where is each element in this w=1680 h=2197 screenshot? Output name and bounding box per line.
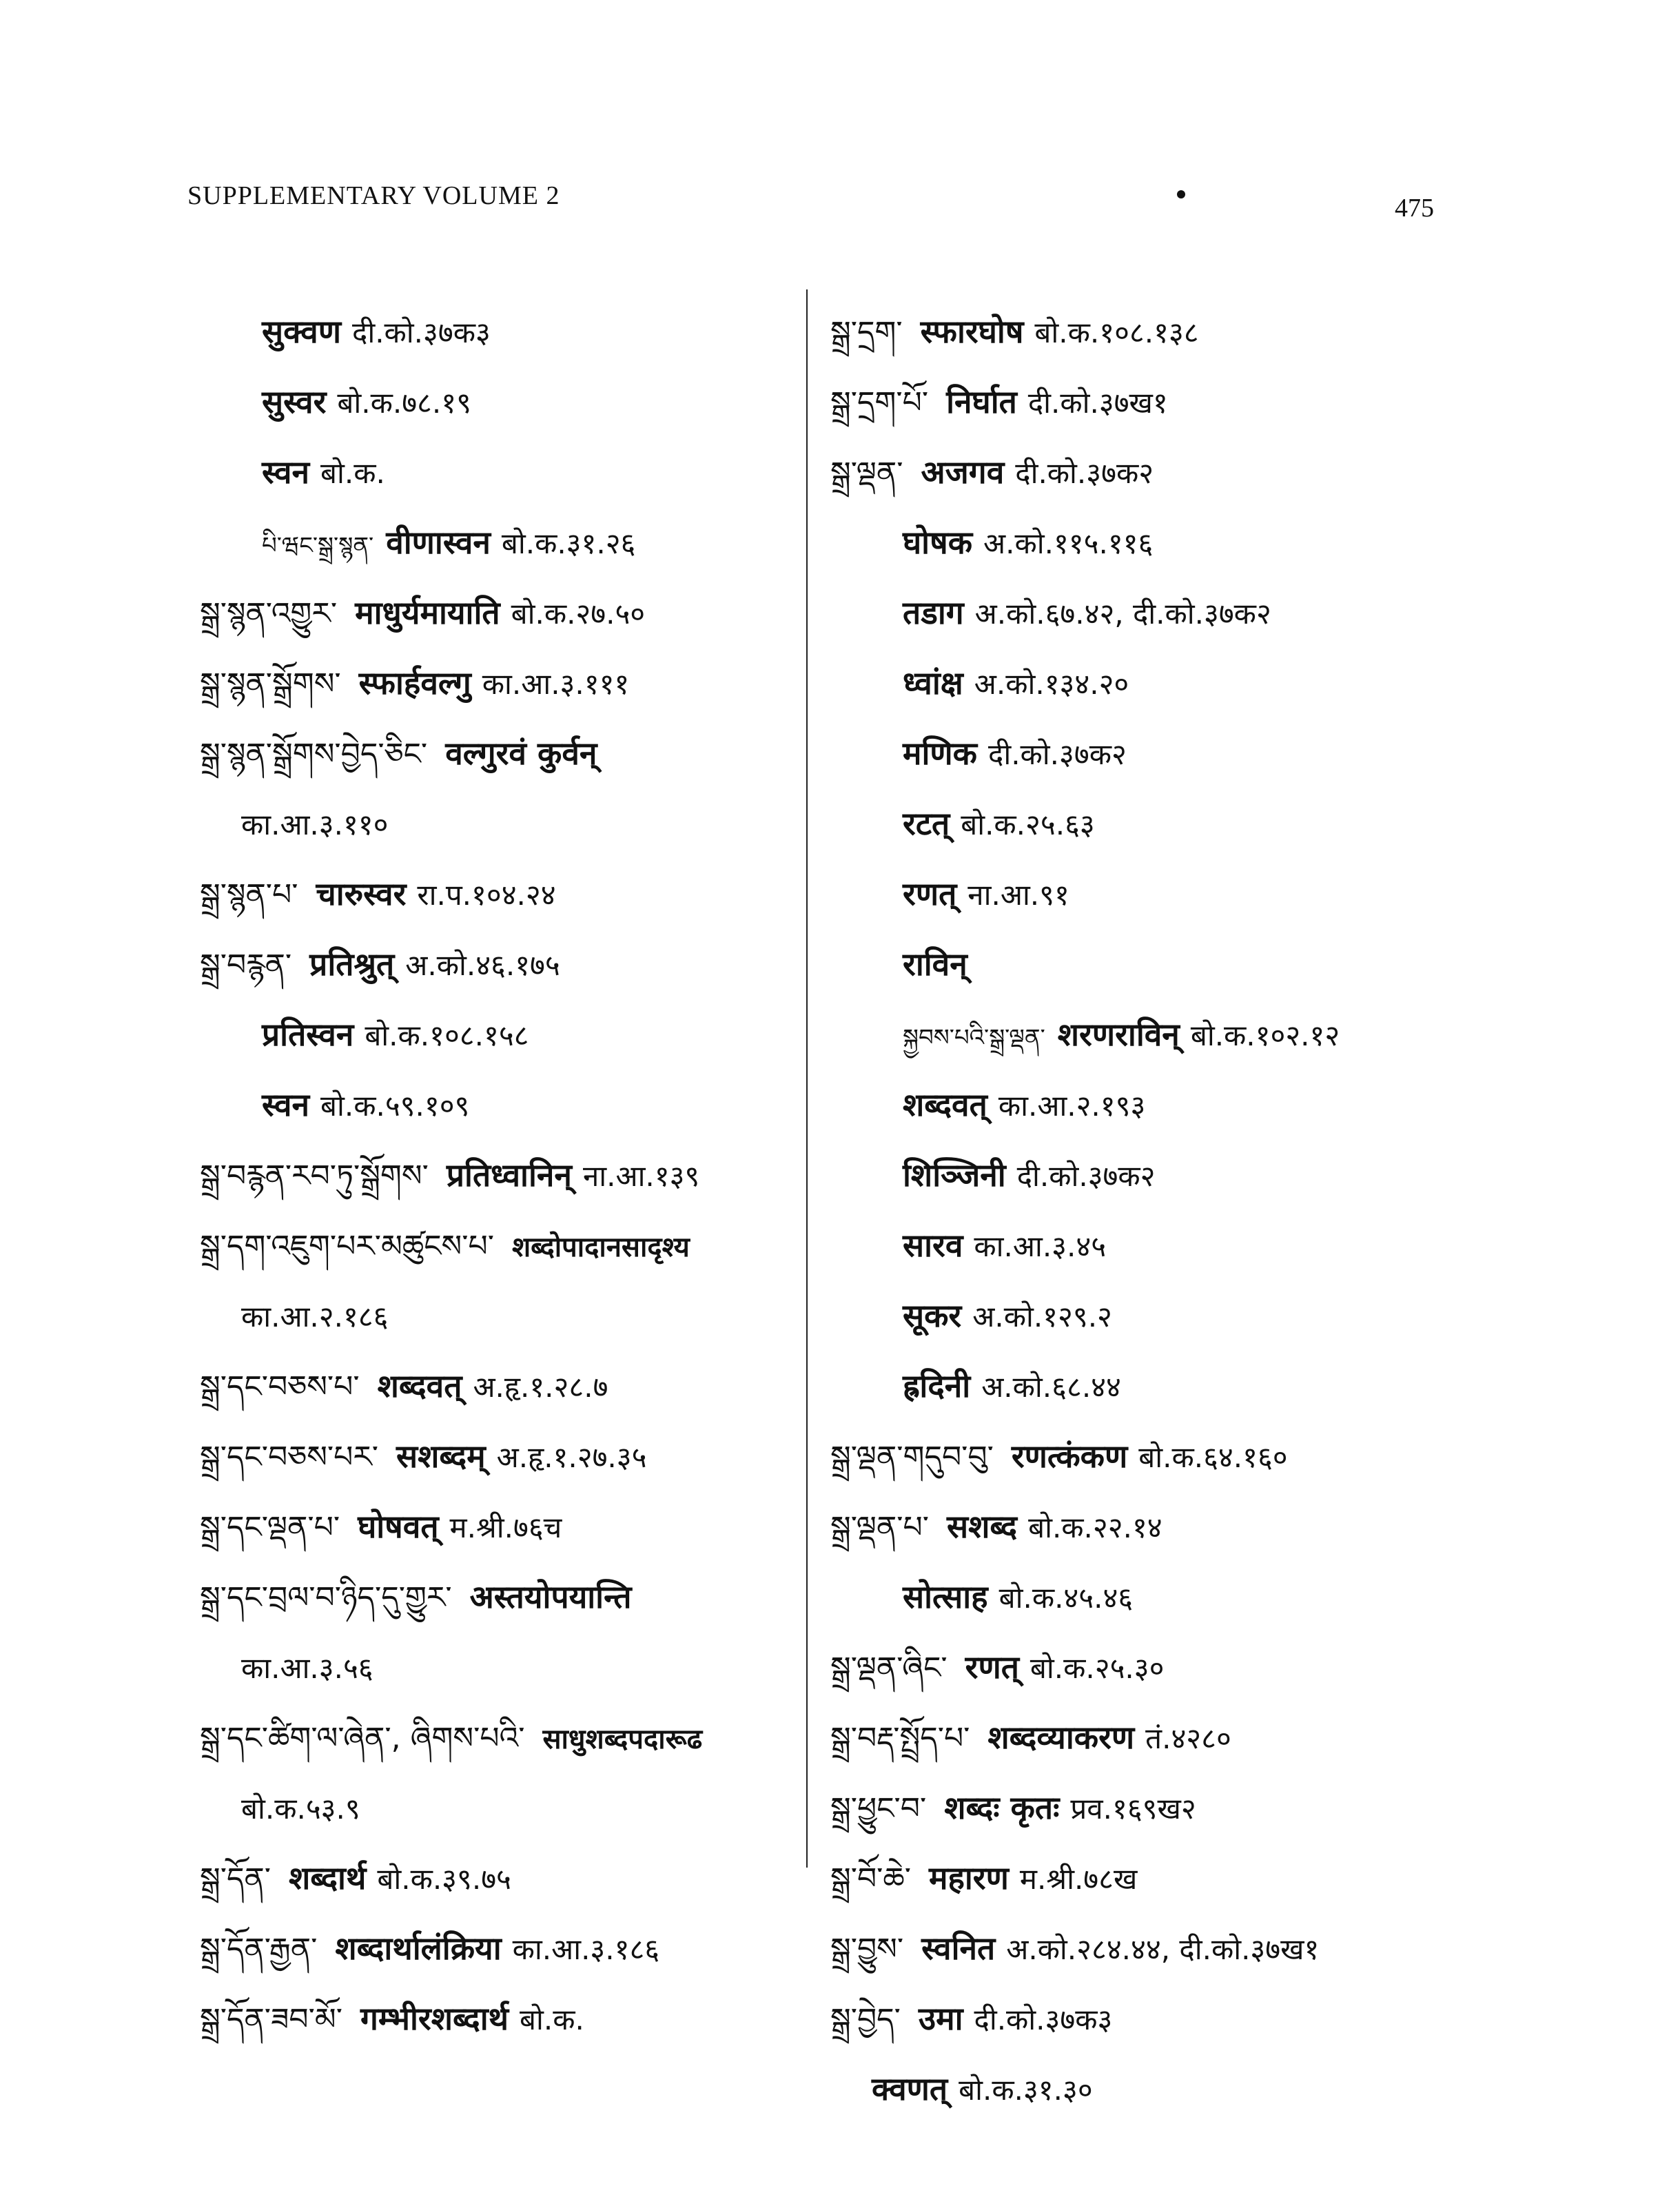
source-reference: बो.क.२२.१४ [1028, 1511, 1162, 1544]
sanskrit-equivalent: स्फारघोष [920, 313, 1024, 350]
sanskrit-equivalent: अजगव [921, 453, 1005, 491]
dictionary-entry [830, 1702, 1471, 1772]
sanskrit-equivalent: घोषक [903, 524, 973, 561]
source-reference: म.श्री.७६च [449, 1511, 562, 1544]
sanskrit-equivalent: ध्वांक्ष [903, 664, 963, 702]
source-reference: बो.क.१०२.१२ [1190, 1019, 1340, 1052]
source-reference: बो.क.२५.३० [1029, 1651, 1165, 1685]
source-reference: बो.क.५३.९ [241, 1792, 360, 1826]
dictionary-entry [200, 1913, 806, 1983]
sanskrit-equivalent: वीणास्वन [386, 524, 491, 561]
dictionary-entry [200, 859, 806, 929]
dictionary-entry [830, 507, 1471, 578]
dictionary-entry [200, 1562, 806, 1632]
tibetan-term: སྒྲ་ལྡན་ [830, 456, 903, 491]
sanskrit-equivalent: शब्दार्थ [289, 1859, 367, 1897]
source-reference: बो.क.३१.२६ [501, 527, 636, 560]
tibetan-term: སྒྲ་དང་བཅས་པ་ [200, 1369, 360, 1404]
tibetan-term: སྒྲ་བརྙན་ [200, 948, 292, 983]
sanskrit-equivalent: शब्दः कृतः [944, 1789, 1060, 1826]
sanskrit-equivalent: शिञ्जिनी [903, 1156, 1006, 1194]
dictionary-entry [200, 507, 806, 578]
dictionary-entry [830, 1140, 1471, 1210]
source-reference: का.आ.३.५६ [241, 1651, 373, 1685]
source-reference: प्रव.१६९ख२ [1070, 1792, 1196, 1826]
tibetan-term: སྒྲ་དྲག་པོ་ [830, 385, 929, 420]
sanskrit-equivalent: राविन् [903, 946, 967, 983]
tibetan-term: སྒྲ་སྙན་སྒྲོགས་ [200, 666, 341, 702]
source-reference: का.आ.३.४५ [974, 1229, 1107, 1263]
tibetan-term: སྒྲ་ལྡན་གདུབ་བུ་ [830, 1440, 994, 1475]
source-reference: रा.प.१०४.२४ [417, 878, 556, 912]
sanskrit-equivalent: रणत्कंकण [1011, 1438, 1128, 1475]
dictionary-entry [200, 1632, 806, 1702]
dictionary-entry [200, 1983, 806, 2054]
dictionary-entry [200, 1140, 806, 1210]
dictionary-entry [830, 1491, 1471, 1562]
sanskrit-equivalent: सशब्दम् [396, 1438, 486, 1475]
dictionary-entry [200, 718, 806, 788]
source-reference: बो.क.३९.७५ [377, 1862, 511, 1896]
tibetan-term: སྒྲ་དང་བཅས་པར་ [200, 1440, 379, 1475]
dictionary-entry [830, 1562, 1471, 1632]
right-column [830, 296, 1471, 2124]
sanskrit-equivalent: माधुर्यमायाति [355, 594, 500, 631]
source-reference: बो.क.१०८.१५८ [365, 1019, 529, 1052]
dictionary-entry [830, 859, 1471, 929]
sanskrit-equivalent: तडाग [903, 594, 964, 631]
source-reference: बो.क.३१.३० [959, 2073, 1093, 2107]
source-reference: दी.को.३७क३ [352, 316, 491, 349]
sanskrit-equivalent: निर्घात [946, 383, 1017, 420]
sanskrit-equivalent: शब्दार्थालंक्रिया [335, 1930, 502, 1967]
column-divider [806, 289, 808, 1868]
dictionary-entry [830, 1843, 1471, 1913]
source-reference: दी.को.३७क२ [1016, 1159, 1156, 1193]
source-reference: अ.को.११५.११६ [983, 527, 1154, 560]
header-dot-mark [1177, 190, 1185, 198]
sanskrit-equivalent: क्वणत् [872, 2070, 948, 2107]
source-reference: ना.आ.१३९ [582, 1159, 700, 1193]
dictionary-entry [830, 578, 1471, 648]
source-reference: बो.क.१०८.१३८ [1034, 316, 1199, 349]
source-reference: अ.को.४६.१७५ [405, 948, 560, 982]
tibetan-term: སྒྲ་དང་བྲལ་བ་ཉིད་དུ་གྱུར་ [200, 1580, 452, 1615]
tibetan-term: སྒྲ་བརྡ་སྤྲོད་པ་ [830, 1721, 970, 1756]
dictionary-entry [200, 1280, 806, 1351]
dictionary-entry [830, 999, 1471, 1070]
sanskrit-equivalent: रणत् [965, 1648, 1019, 1686]
sanskrit-equivalent: अस्तयोपयान्ति [469, 1578, 632, 1615]
dictionary-entry [200, 1351, 806, 1421]
dictionary-entry [830, 1280, 1471, 1351]
dictionary-entry [830, 1351, 1471, 1421]
sanskrit-equivalent: सुस्वर [262, 383, 327, 420]
sanskrit-equivalent: सुक्वण [262, 313, 342, 350]
tibetan-term: སྒྲ་བྱེད་ [830, 2002, 901, 2037]
sanskrit-equivalent: साधुशब्दपदारूढ [542, 1723, 703, 1755]
dictionary-entry [830, 929, 1471, 999]
dictionary-entry [830, 2054, 1471, 2124]
dictionary-entry [830, 1983, 1471, 2054]
dictionary-entry [830, 1632, 1471, 1702]
source-reference: म.श्री.७८ख [1019, 1862, 1138, 1896]
dictionary-entry [830, 1070, 1471, 1140]
source-reference: का.आ.२.१९३ [998, 1089, 1146, 1123]
sanskrit-equivalent: प्रतिस्वन [262, 1016, 354, 1053]
dictionary-entry [200, 1843, 806, 1913]
source-reference: दी.को.३७क२ [1015, 456, 1154, 490]
sanskrit-equivalent: सशब्द [946, 1508, 1018, 1545]
sanskrit-equivalent: सूकर [903, 1297, 962, 1334]
tibetan-term: སྒྲ་བྱུས་ [830, 1932, 904, 1967]
dictionary-entry [830, 1772, 1471, 1843]
dictionary-entry [830, 1210, 1471, 1280]
tibetan-term: སྒྲ་ལྡན་ཞིང་ [830, 1651, 947, 1686]
sanskrit-equivalent: स्वन [262, 1086, 309, 1123]
tibetan-term: སྒྲ་བརྙན་རབ་ཏུ་སྒྲོགས་ [200, 1158, 429, 1194]
source-reference: अ.को.१३४.२० [974, 667, 1129, 701]
source-reference: बो.क. [520, 2003, 584, 2036]
sanskrit-equivalent: शरणराविन् [1057, 1016, 1180, 1053]
source-reference: का.आ.३.१११ [482, 667, 630, 701]
tibetan-term: སྒྲ་བོ་ཆེ་ [830, 1861, 911, 1897]
sanskrit-equivalent: ह्रदिनी [903, 1367, 971, 1404]
left-column [200, 296, 806, 2054]
sanskrit-equivalent: सारव [903, 1227, 963, 1264]
source-reference: बो.क.५९.१०९ [320, 1089, 470, 1123]
dictionary-entry [830, 367, 1471, 437]
dictionary-entry [200, 1772, 806, 1843]
sanskrit-equivalent: स्वनित [921, 1930, 996, 1967]
source-reference: दी.को.३७क२ [988, 737, 1127, 771]
tibetan-term: སྒྲ་དོན་ [200, 1861, 272, 1897]
source-reference: तं.४२८० [1145, 1721, 1231, 1755]
source-reference: का.आ.३.११० [241, 808, 389, 841]
dictionary-entry [200, 1070, 806, 1140]
tibetan-term: པི་ཝང་སྒྲ་སྙན་ [262, 532, 374, 560]
tibetan-term: སྐྱབས་པའི་སྒྲ་ལྡན་ [903, 1024, 1045, 1052]
dictionary-entry [200, 578, 806, 648]
source-reference: अ.को.६७.४२, दी.को.३७क२ [974, 597, 1271, 631]
sanskrit-equivalent: मणिक [903, 735, 978, 772]
source-reference: अ.को.६८.४४ [981, 1370, 1121, 1404]
sanskrit-equivalent: स्वन [262, 453, 309, 491]
sanskrit-equivalent: महारण [928, 1859, 1009, 1897]
dictionary-entry [830, 788, 1471, 859]
dictionary-entry [200, 1210, 806, 1280]
dictionary-entry [830, 648, 1471, 718]
tibetan-term: སྒྲ་དོན་རྒྱན་ [200, 1932, 318, 1967]
sanskrit-equivalent: शब्दव्याकरण [987, 1719, 1135, 1756]
tibetan-term: སྒྲ་དོན་ཟབ་མོ་ [200, 2002, 342, 2037]
sanskrit-equivalent: रणत् [903, 875, 957, 912]
dictionary-entry [830, 296, 1471, 367]
dictionary-entry [200, 788, 806, 859]
tibetan-term: སྒྲ་སྙན་འགྱུར་ [200, 596, 338, 631]
source-reference: दी.को.३७ख१ [1027, 386, 1168, 420]
dictionary-entry [200, 999, 806, 1070]
dictionary-entry [200, 1491, 806, 1562]
tibetan-term: སྒྲ་དག་འཇུག་པར་མཚུངས་པ་ [200, 1229, 494, 1264]
dictionary-entry [200, 296, 806, 367]
source-reference: बो.क.४५.४६ [998, 1581, 1134, 1615]
source-reference: बो.क.७८.१९ [337, 386, 471, 420]
sanskrit-equivalent: स्फार्हवल्गु [358, 664, 471, 702]
sanskrit-equivalent: रटत् [903, 805, 950, 842]
source-reference: अ.को.२८४.४४, दी.को.३७ख१ [1006, 1932, 1320, 1966]
tibetan-term: སྒྲ་དྲག་ [830, 315, 903, 350]
source-reference: अ.हृ.१.२७.३५ [496, 1440, 647, 1474]
dictionary-entry [200, 1702, 806, 1772]
tibetan-term: སྒྲ་དང་ལྡན་པ་ [200, 1510, 340, 1545]
sanskrit-equivalent: शब्दवत् [377, 1367, 462, 1404]
source-reference: बो.क.२७.५० [511, 597, 646, 631]
dictionary-entry [200, 437, 806, 507]
sanskrit-equivalent: उमा [918, 2000, 963, 2037]
sanskrit-equivalent: प्रतिध्वानिन् [446, 1156, 572, 1194]
sanskrit-equivalent: घोषवत् [358, 1508, 439, 1545]
tibetan-term: སྒྲ་སྙན་སྒྲོགས་བྱེད་ཅིང་ [200, 737, 428, 772]
source-reference: दी.को.३७क३ [974, 2003, 1113, 2036]
sanskrit-equivalent: शब्दवत् [903, 1086, 987, 1123]
source-reference: का.आ.२.१८६ [241, 1300, 389, 1333]
tibetan-term: སྒྲ་དང་ཚིག་ལ་ཞེན་, ཞིགས་པའི་ [200, 1721, 525, 1756]
dictionary-entry [830, 718, 1471, 788]
source-reference: अ.को.१२९.२ [972, 1300, 1112, 1333]
source-reference: ना.आ.९१ [967, 878, 1069, 912]
dictionary-entry [200, 1421, 806, 1491]
tibetan-term: སྒྲ་ལྡན་པ་ [830, 1510, 929, 1545]
tibetan-term: སྒྲ་སྙན་པ་ [200, 877, 298, 912]
source-reference: बो.क.२५.६३ [961, 808, 1095, 841]
page-number: 475 [1395, 194, 1434, 223]
sanskrit-equivalent: चारुस्वर [316, 875, 407, 912]
dictionary-entry [200, 648, 806, 718]
source-reference: का.आ.३.१८६ [512, 1932, 660, 1966]
sanskrit-equivalent: गम्भीरशब्दार्थ [360, 2000, 509, 2037]
dictionary-entry [830, 1421, 1471, 1491]
source-reference: बो.क. [320, 456, 385, 490]
sanskrit-equivalent: प्रतिश्रुत् [309, 946, 395, 983]
sanskrit-equivalent: सोत्साह [903, 1578, 988, 1615]
sanskrit-equivalent: वल्गुरवं कुर्वन् [445, 735, 597, 772]
dictionary-entry [200, 367, 806, 437]
tibetan-term: སྒྲ་ཕྱུང་བ་ [830, 1791, 927, 1826]
running-title: SUPPLEMENTARY VOLUME 2 [187, 181, 560, 210]
dictionary-entry [830, 437, 1471, 507]
source-reference: बो.क.६४.१६० [1138, 1440, 1288, 1474]
dictionary-entry [200, 929, 806, 999]
dictionary-entry [830, 1913, 1471, 1983]
sanskrit-equivalent: शब्दोपादानसादृश्य [511, 1231, 690, 1263]
source-reference: अ.हृ.१.२८.७ [473, 1370, 608, 1404]
